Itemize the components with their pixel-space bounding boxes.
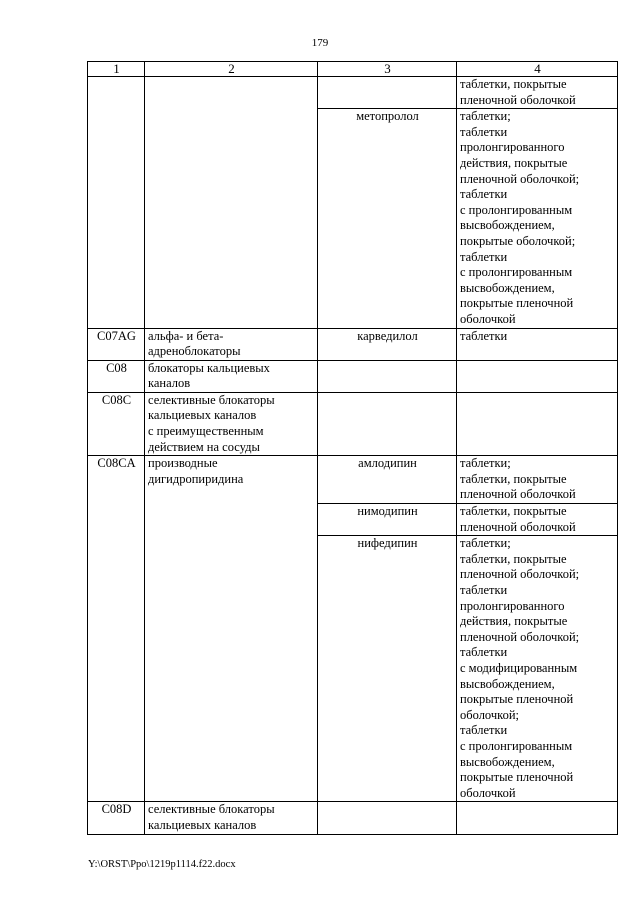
dosage-form-line: оболочкой;	[460, 707, 519, 722]
group-name-line: селективные блокаторы	[148, 802, 275, 817]
dosage-form-line: с пролонгированным	[460, 265, 573, 280]
dosage-form-line: пленочной оболочкой;	[460, 171, 580, 186]
atc-code-cell: C07AG	[88, 328, 145, 360]
table-row	[88, 328, 618, 360]
dosage-form-line: таблетки	[460, 328, 508, 343]
header-cell-4: 4	[457, 62, 618, 77]
atc-code-cell: C08D	[88, 802, 145, 834]
group-name-cell	[145, 392, 318, 455]
dosage-form-line: пленочной оболочкой;	[460, 629, 580, 644]
dosage-form-line: таблетки;	[460, 536, 511, 551]
header-cell-3: 3	[318, 62, 457, 77]
dosage-forms-cell	[457, 328, 618, 360]
group-name-cell	[145, 77, 318, 329]
dosage-form-line: таблетки, покрытые	[460, 77, 567, 91]
dosage-form-line: действия, покрытые	[460, 614, 568, 629]
group-name-line: каналов	[148, 376, 191, 391]
dosage-form-line: пленочной оболочкой	[460, 519, 576, 534]
dosage-form-line: таблетки;	[460, 109, 511, 124]
group-name-line: дигидропиридина	[148, 471, 244, 486]
table-row	[88, 360, 618, 392]
dosage-form-line: пленочной оболочкой;	[460, 567, 580, 582]
dosage-forms-cell	[457, 456, 618, 504]
table-row	[88, 456, 618, 504]
atc-code-cell: C08C	[88, 392, 145, 455]
header-cell-2: 2	[145, 62, 318, 77]
table-header-row	[88, 62, 618, 77]
group-name-line: альфа- и бета-	[148, 328, 224, 343]
dosage-form-line: с модифицированным	[460, 660, 578, 675]
header-cell-1: 1	[88, 62, 145, 77]
dosage-form-line: таблетки, покрытые	[460, 471, 567, 486]
dosage-form-line: действия, покрытые	[460, 155, 568, 170]
drug-name-cell: амлодипин	[318, 456, 457, 504]
group-name-line: блокаторы кальциевых	[148, 360, 270, 375]
atc-code-cell: C08	[88, 360, 145, 392]
dosage-form-line: таблетки, покрытые	[460, 551, 567, 566]
dosage-forms-cell	[457, 360, 618, 392]
dosage-form-line: таблетки, покрытые	[460, 504, 567, 519]
group-name-line: селективные блокаторы	[148, 392, 275, 407]
dosage-forms-cell	[457, 77, 618, 109]
drug-name-cell	[318, 802, 457, 834]
dosage-forms-cell	[457, 536, 618, 802]
dosage-form-line: покрытые оболочкой;	[460, 233, 576, 248]
dosage-form-line: с пролонгированным	[460, 202, 573, 217]
dosage-form-line: пролонгированного	[460, 140, 565, 155]
dosage-form-line: оболочкой	[460, 785, 516, 800]
group-name-cell	[145, 802, 318, 834]
dosage-form-line: таблетки;	[460, 456, 511, 471]
dosage-form-line: покрытые пленочной	[460, 770, 574, 785]
group-name-line: адреноблокаторы	[148, 344, 241, 359]
dosage-form-line: таблетки	[460, 723, 508, 738]
dosage-form-line: оболочкой	[460, 311, 516, 326]
group-name-cell	[145, 360, 318, 392]
drug-name-cell: нимодипин	[318, 504, 457, 536]
dosage-form-line: пролонгированного	[460, 598, 565, 613]
dosage-form-line: пленочной оболочкой	[460, 487, 576, 502]
group-name-line: производные	[148, 456, 218, 471]
drug-name-cell: карведилол	[318, 328, 457, 360]
group-name-line: с преимущественным	[148, 424, 264, 439]
group-name-line: действием на сосуды	[148, 439, 260, 454]
page-number: 179	[311, 37, 329, 49]
drug-name-cell: нифедипин	[318, 536, 457, 802]
dosage-form-line: покрытые пленочной	[460, 692, 574, 707]
drug-name-cell: метопролол	[318, 109, 457, 328]
dosage-form-line: высвобождением,	[460, 754, 555, 769]
dosage-form-line: таблетки	[460, 187, 508, 202]
table-row	[88, 77, 618, 109]
group-name-cell	[145, 456, 318, 802]
atc-code-cell: C08CA	[88, 456, 145, 802]
dosage-form-line: высвобождением,	[460, 280, 555, 295]
group-name-cell	[145, 328, 318, 360]
dosage-form-line: пленочной оболочкой	[460, 92, 576, 107]
table-row	[88, 802, 618, 834]
group-name-line: кальциевых каналов	[148, 817, 257, 832]
dosage-form-line: таблетки	[460, 645, 508, 660]
group-name-line: кальциевых каналов	[148, 408, 257, 423]
dosage-forms-cell	[457, 109, 618, 328]
dosage-forms-cell	[457, 504, 618, 536]
dosage-form-line: с пролонгированным	[460, 738, 573, 753]
drug-name-cell	[318, 392, 457, 455]
dosage-form-line: таблетки	[460, 124, 508, 139]
file-path-footer: Y:\ORST\Ppo\1219p1114.f22.docx	[88, 859, 236, 870]
dosage-form-line: высвобождением,	[460, 676, 555, 691]
dosage-form-line: высвобождением,	[460, 218, 555, 233]
dosage-form-line: таблетки	[460, 583, 508, 597]
dosage-forms-cell	[457, 802, 618, 834]
drug-name-cell	[318, 77, 457, 109]
dosage-form-line: таблетки	[460, 249, 508, 264]
dosage-forms-cell	[457, 392, 618, 455]
drug-classification-table	[87, 61, 618, 835]
table-row	[88, 392, 618, 455]
dosage-form-line: покрытые пленочной	[460, 296, 574, 311]
atc-code-cell	[88, 77, 145, 329]
drug-name-cell	[318, 360, 457, 392]
